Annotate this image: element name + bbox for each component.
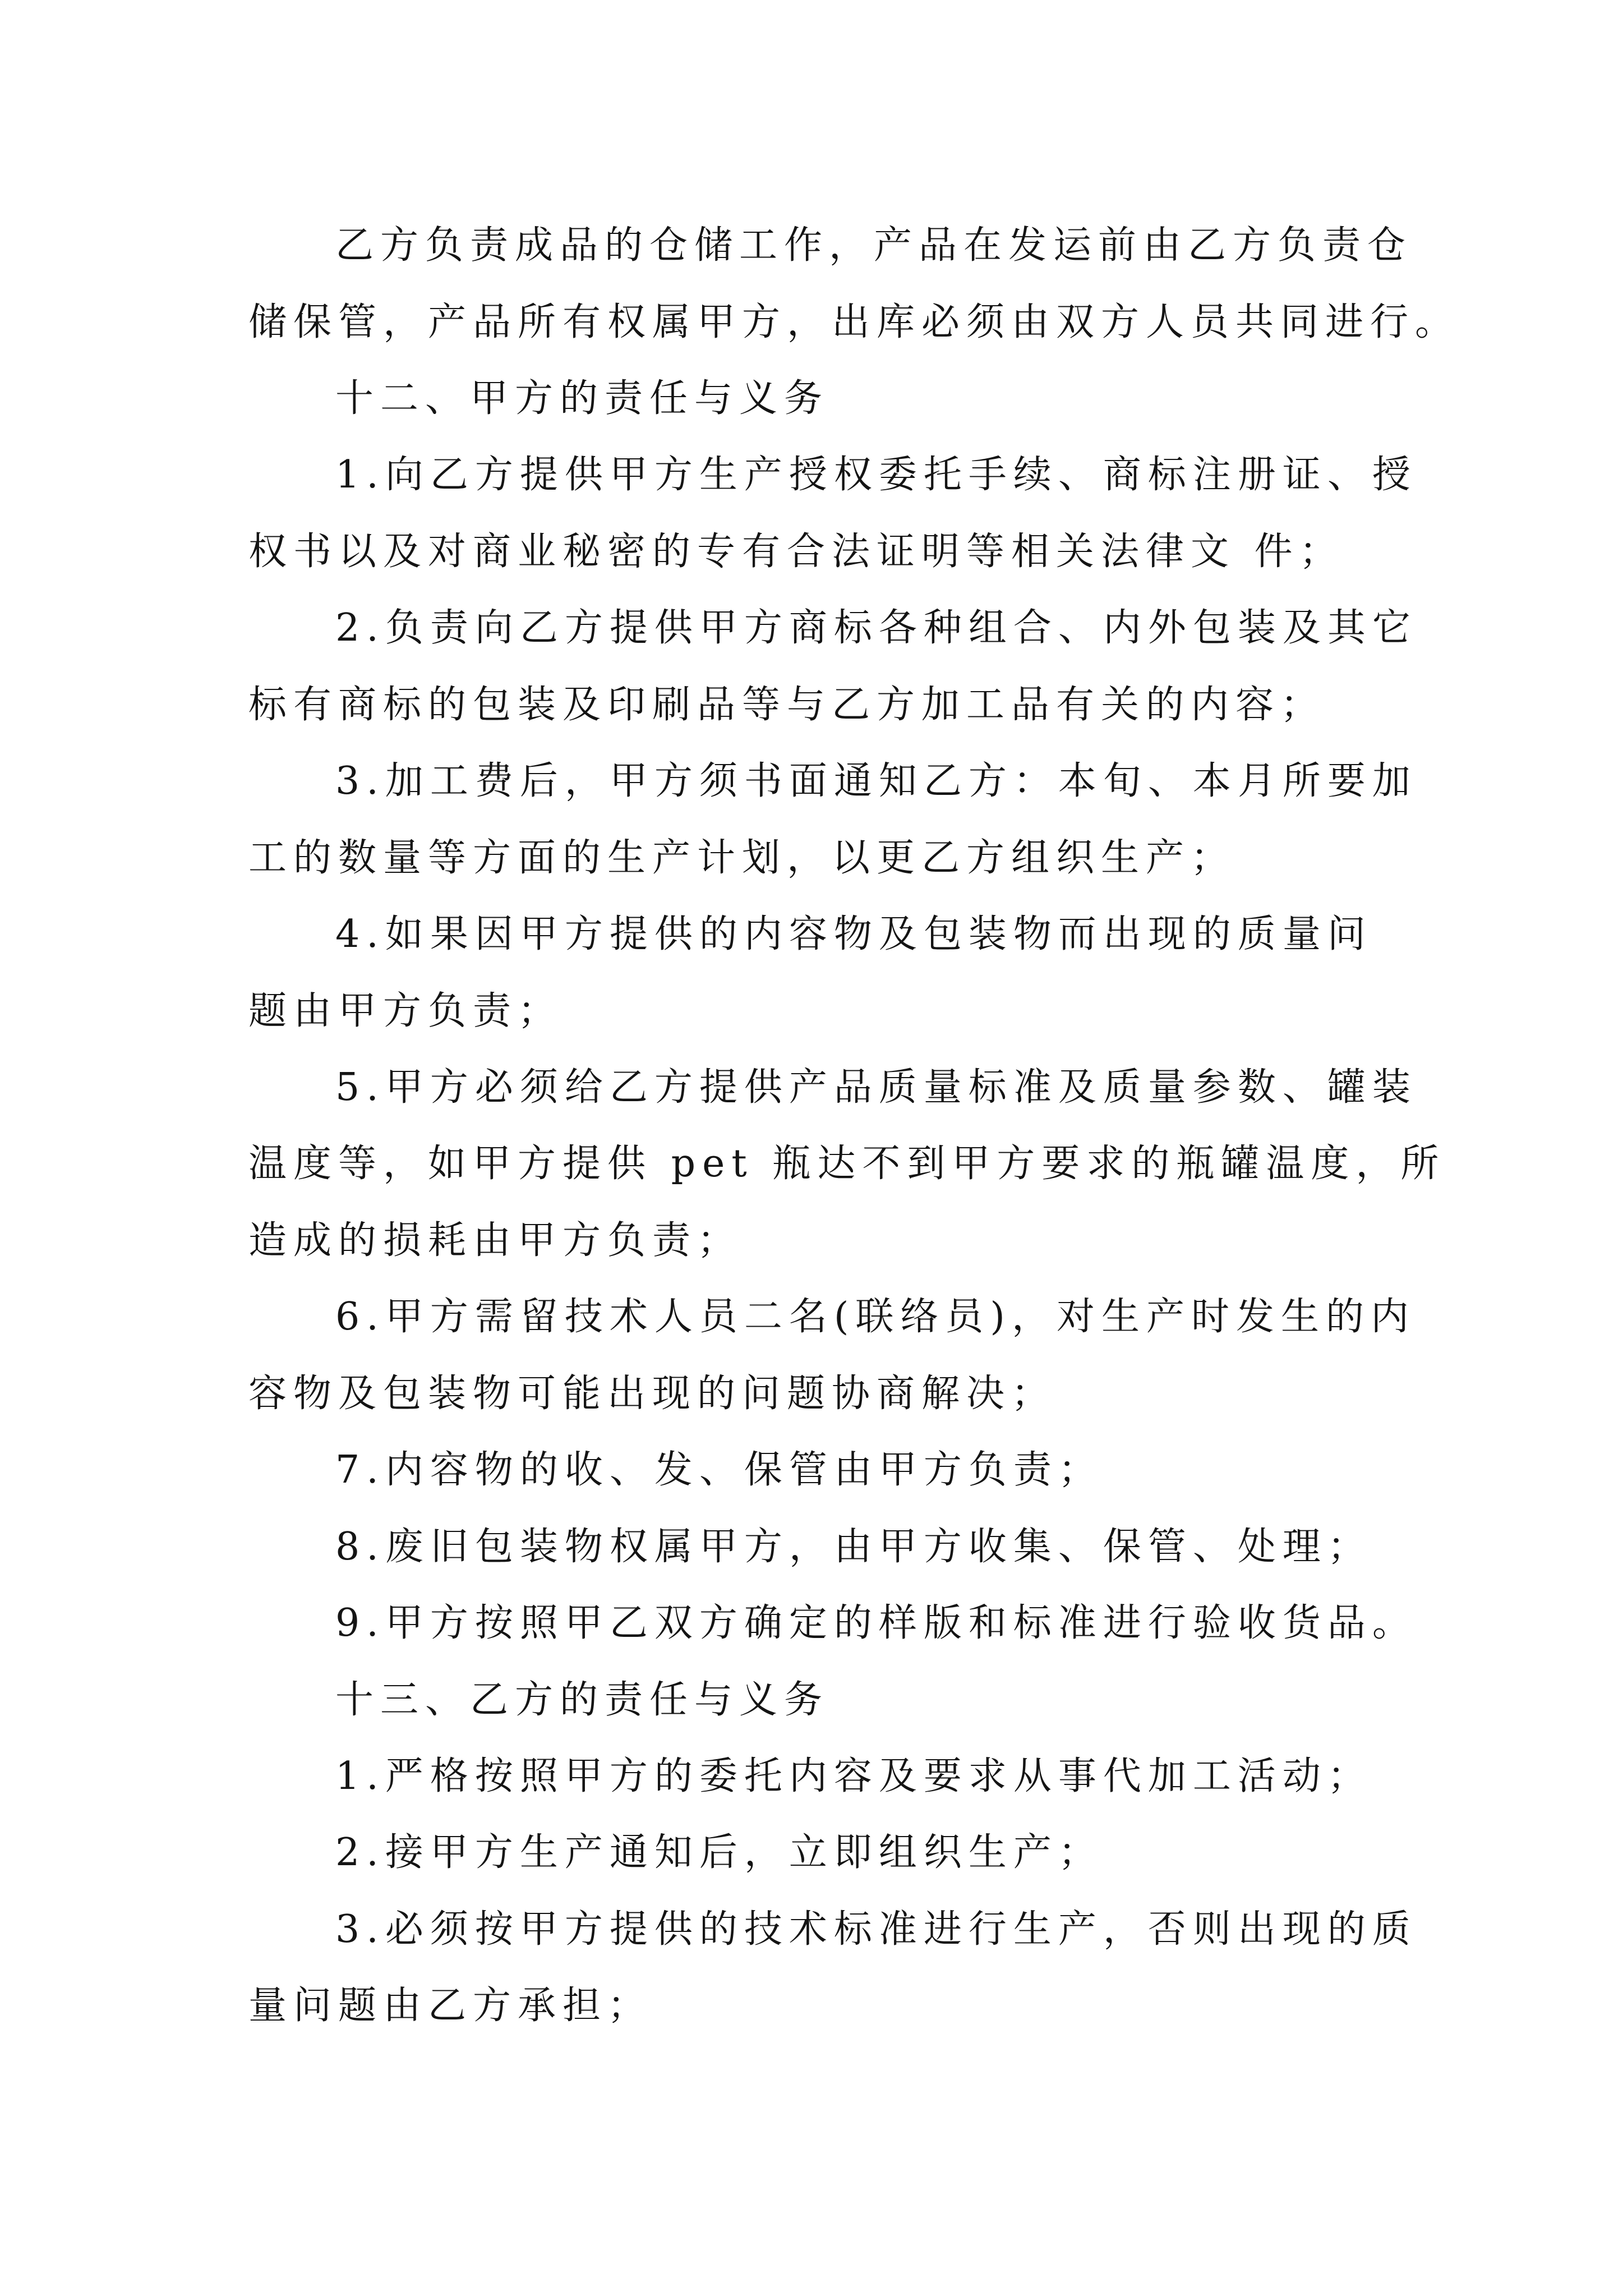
- paragraph-line: 造成的损耗由甲方负责；: [248, 1218, 743, 1263]
- paragraph-line: 3.必须按甲方提供的技术标准进行生产，否则出现的质: [335, 1907, 1417, 1952]
- paragraph-line: 3.加工费后，甲方须书面通知乙方：本旬、本月所要加: [335, 759, 1417, 803]
- paragraph-line: 乙方负责成品的仓储工作，产品在发运前由乙方负责仓: [335, 223, 1413, 268]
- paragraph-line: 温度等，如甲方提供 pet 瓶达不到甲方要求的瓶罐温度，所: [248, 1142, 1446, 1186]
- section-heading: 十三、乙方的责任与义务: [335, 1678, 829, 1722]
- paragraph-line: 标有商标的包装及印刷品等与乙方加工品有关的内容；: [248, 683, 1326, 727]
- paragraph-line: 工的数量等方面的生产计划，以更乙方组织生产；: [248, 836, 1236, 880]
- paragraph-line: 储保管，产品所有权属甲方，出库必须由双方人员共同进行。: [248, 300, 1460, 344]
- paragraph-line: 6.甲方需留技术人员二名(联络员)，对生产时发生的内: [335, 1295, 1415, 1339]
- paragraph-line: 4.如果因甲方提供的内容物及包装物而出现的质量问: [335, 912, 1372, 956]
- section-heading: 十二、甲方的责任与义务: [335, 376, 829, 421]
- paragraph-line: 量问题由乙方承担；: [248, 1984, 653, 2028]
- paragraph-line: 容物及包装物可能出现的问题协商解决；: [248, 1372, 1057, 1416]
- paragraph-line: 2.负责向乙方提供甲方商标各种组合、内外包装及其它: [335, 606, 1417, 650]
- paragraph-line: 9.甲方按照甲乙双方确定的样版和标准进行验收货品。: [335, 1601, 1417, 1645]
- paragraph-line: 权书以及对商业秘密的专有合法证明等相关法律文 件；: [248, 530, 1344, 574]
- paragraph-line: 2.接甲方生产通知后，立即组织生产；: [335, 1830, 1103, 1875]
- paragraph-line: 5.甲方必须给乙方提供产品质量标准及质量参数、罐装: [335, 1065, 1417, 1110]
- paragraph-line: 7.内容物的收、发、保管由甲方负责；: [335, 1448, 1103, 1492]
- paragraph-line: 1.向乙方提供甲方生产授权委托手续、商标注册证、授: [335, 453, 1417, 497]
- paragraph-line: 1.严格按照甲方的委托内容及要求从事代加工活动；: [335, 1754, 1372, 1798]
- paragraph-line: 题由甲方负责；: [248, 989, 563, 1033]
- paragraph-line: 8.废旧包装物权属甲方，由甲方收集、保管、处理；: [335, 1525, 1372, 1569]
